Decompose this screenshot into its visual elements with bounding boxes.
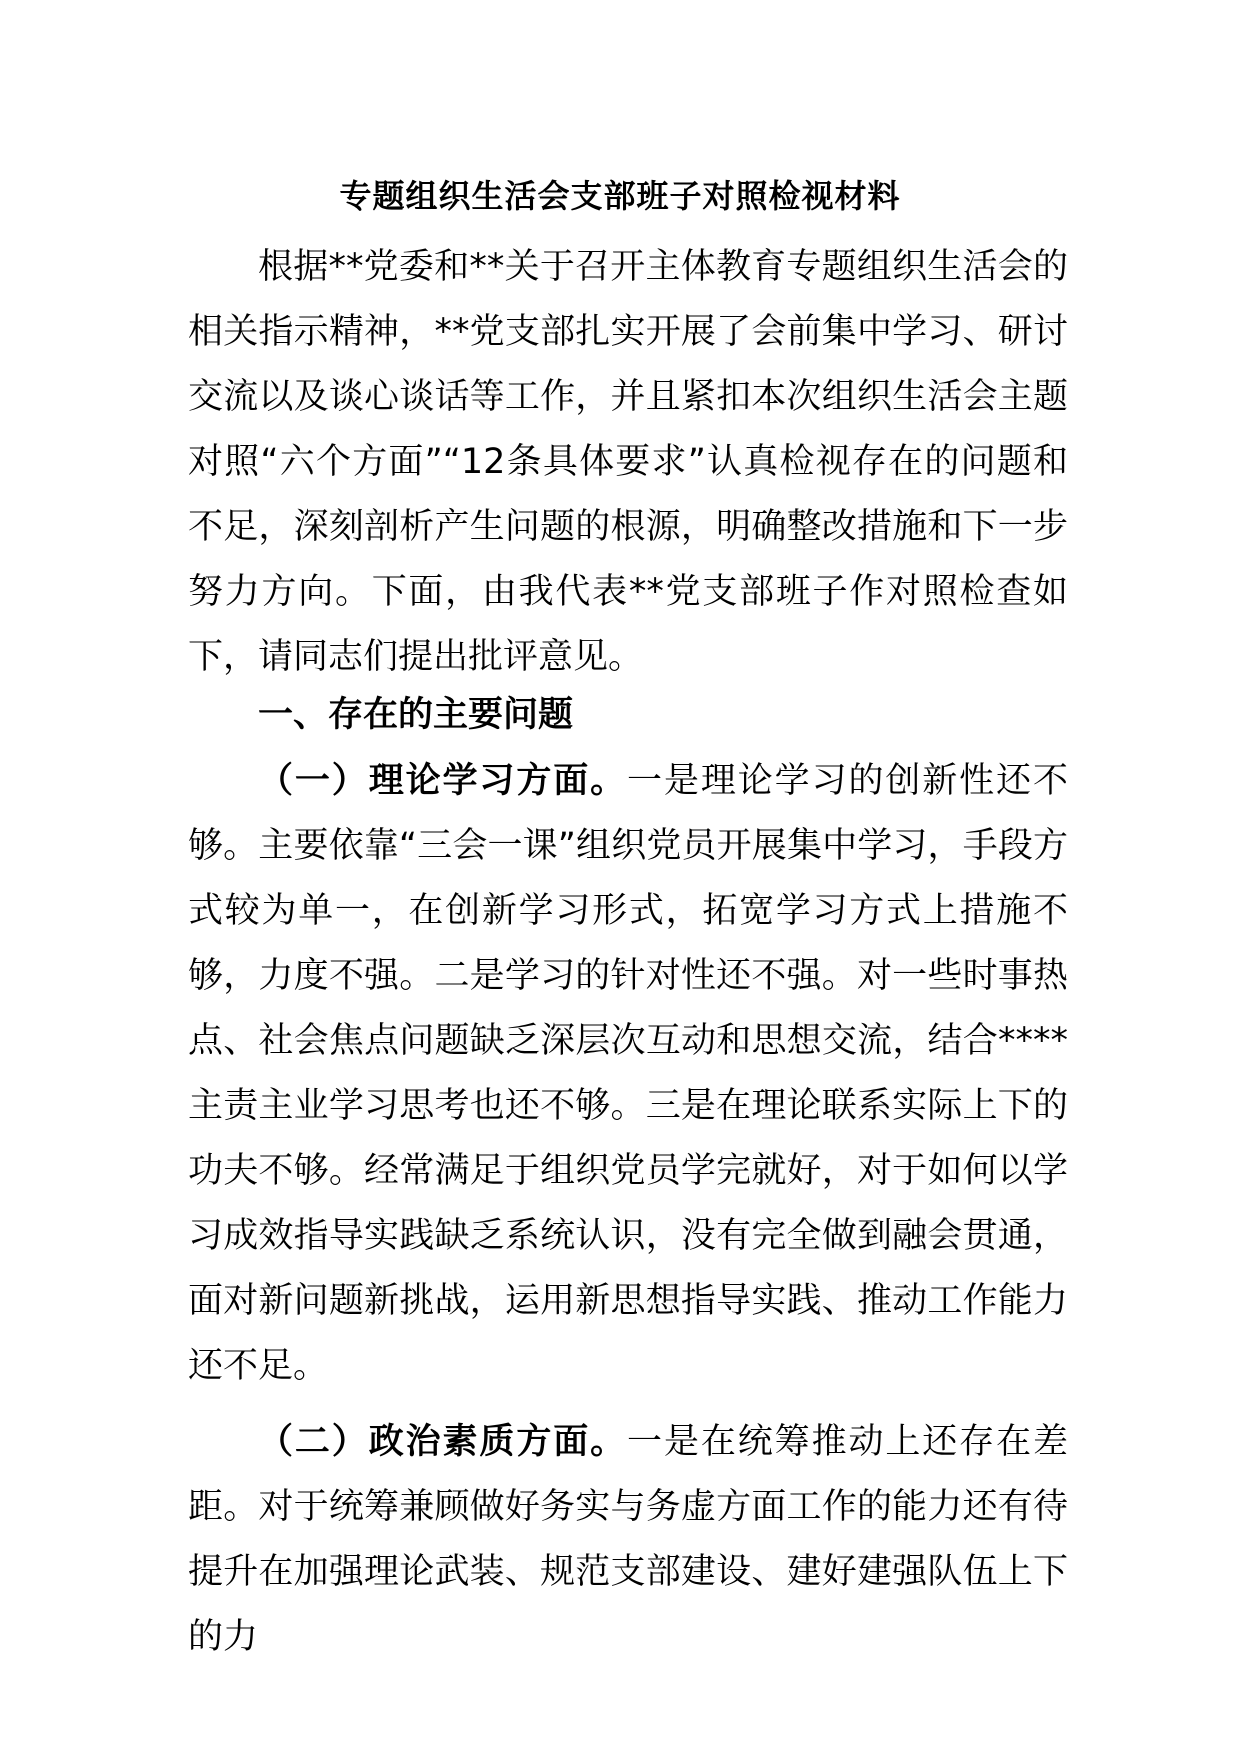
political-quality-text: 一是在统筹推动上还存在差距。对于统筹兼顾做好务实与务虚方面工作的能力还有待提升在加强理论武装、规范支部建设、建好建强队伍上下的力 (188, 1422, 1068, 1657)
political-quality-lead: （二）政治素质方面。 (258, 1422, 628, 1462)
section-heading-main-problems: 一、存在的主要问题 (258, 695, 574, 735)
political-quality-paragraph (188, 1410, 1068, 1670)
theory-study-paragraph (188, 749, 1068, 1399)
document-title: 专题组织生活会支部班子对照检视材料 (339, 177, 901, 215)
theory-study-lead: （一）理论学习方面。 (258, 761, 628, 801)
theory-study-text: 一是理论学习的创新性还不够。主要依靠“三会一课”组织党员开展集中学习，手段方式较为单一，在创新学习形式，拓宽学习方式上措施不够，力度不强。二是学习的针对性还不强。对一些时事热点、社会焦点问题缺乏深层次互动和思想交流，结合****主责主业学习思考也还不够。三是在理论联系实际上下的功夫不够。经常满足于组织党员学完就好，对于如何以学习成效指导实践缺乏系统认识，没有完全做到融会贯通，面对新问题新挑战，运用新思想指导实践、推动工作能力还不足。 (188, 761, 1068, 1386)
intro-paragraph: 根据**党委和**关于召开主体教育专题组织生活会的相关指示精神，**党支部扎实开展了会前集中学习、研讨交流以及谈心谈话等工作，并且紧扣本次组织生活会主题对照“六个方面”“12条具体要求”认真检视存在的问题和不足，深刻剖析产生问题的根源，明确整改措施和下一步努力方向。下面，由我代表**党支部班子作对照检查如下，请同志们提出批评意见。 (188, 247, 1068, 677)
